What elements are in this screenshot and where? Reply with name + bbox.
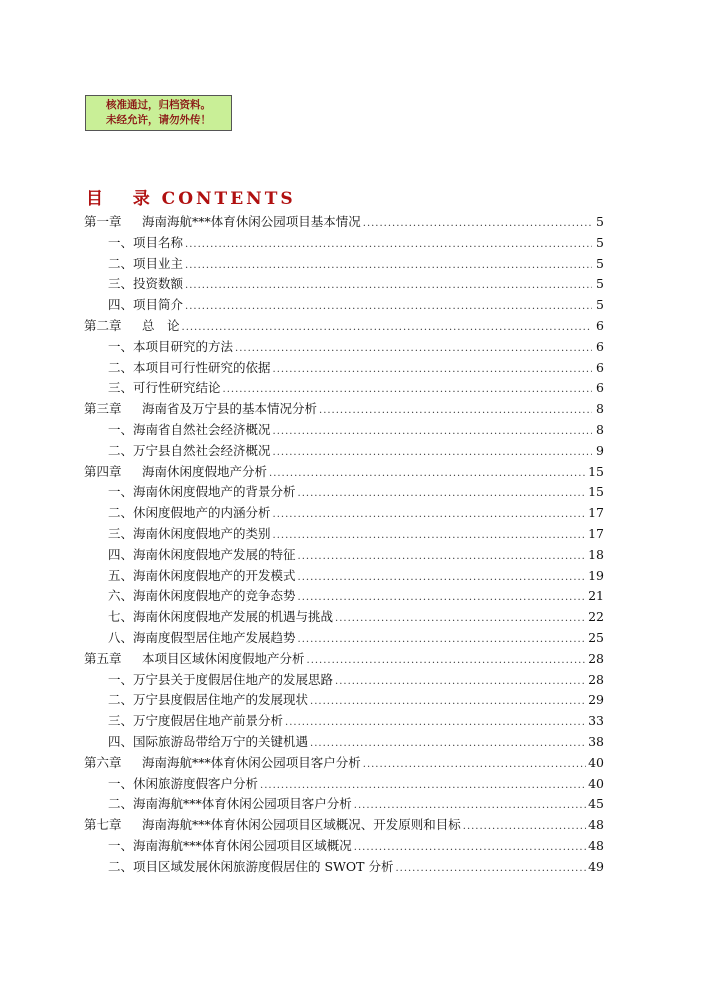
toc-entry-number: 二、 — [108, 505, 134, 521]
toc-dot-leader — [185, 301, 592, 312]
toc-page-number: 9 — [596, 442, 604, 458]
toc-page-number: 15 — [588, 484, 604, 500]
toc-dot-leader — [298, 592, 587, 603]
toc-entry-label — [84, 670, 333, 688]
toc-entry-text: 海南海航***体育休闲公园项目区域概况 — [133, 837, 352, 853]
toc-entry-number: 二、 — [108, 858, 134, 874]
toc-dot-leader — [185, 260, 592, 271]
toc-page-number: 40 — [588, 754, 604, 770]
toc-entry-label — [84, 586, 296, 604]
toc-entry-text: 项目名称 — [133, 234, 184, 250]
toc-chapter-entry[interactable] — [84, 212, 604, 233]
toc-entry-label — [84, 690, 308, 708]
toc-page-number: 5 — [596, 276, 604, 292]
toc-section-entry[interactable] — [84, 670, 604, 691]
toc-entry-label — [84, 753, 361, 771]
toc-section-entry[interactable] — [84, 524, 604, 545]
toc-section-entry[interactable] — [84, 794, 604, 815]
toc-page-number: 19 — [588, 567, 604, 583]
toc-page-number: 17 — [588, 525, 604, 541]
toc-entry-text: 万宁县关于度假居住地产的发展思路 — [133, 671, 334, 687]
toc-entry-text: 海南休闲度假地产的类别 — [133, 525, 271, 541]
toc-page-number: 6 — [596, 380, 604, 396]
toc-section-entry[interactable] — [84, 233, 604, 254]
table-of-contents — [84, 212, 604, 878]
toc-entry-text: 项目简介 — [133, 297, 184, 313]
toc-entry-number: 第二章 — [84, 317, 122, 333]
toc-entry-number: 二、 — [108, 255, 134, 271]
toc-section-entry[interactable] — [84, 358, 604, 379]
toc-entry-label — [84, 233, 183, 251]
toc-entry-number: 第七章 — [84, 817, 122, 833]
toc-dot-leader — [298, 572, 587, 583]
toc-entry-label — [84, 441, 271, 459]
toc-entry-text: 万宁县度假居住地产的发展现状 — [133, 692, 309, 708]
toc-dot-leader — [310, 738, 586, 749]
toc-section-entry[interactable] — [84, 732, 604, 753]
toc-entry-label — [84, 274, 183, 292]
toc-dot-leader — [395, 863, 586, 874]
toc-page-number: 29 — [588, 692, 604, 708]
toc-page-number: 45 — [588, 796, 604, 812]
toc-entry-text: 海南海航***体育休闲公园项目客户分析 — [133, 796, 352, 812]
toc-page-number: 5 — [596, 234, 604, 250]
toc-entry-text: 海南休闲度假地产的开发模式 — [133, 567, 296, 583]
toc-page-number: 48 — [588, 837, 604, 853]
toc-dot-leader — [285, 717, 586, 728]
toc-entry-label — [84, 545, 296, 563]
toc-page-number: 33 — [588, 713, 604, 729]
toc-entry-label — [84, 774, 258, 792]
toc-entry-text: 海南海航***体育休闲公园项目基本情况 — [142, 214, 361, 229]
toc-page-number: 15 — [588, 463, 604, 479]
toc-section-entry[interactable] — [84, 607, 604, 628]
toc-dot-leader — [273, 447, 592, 458]
toc-dot-leader — [182, 322, 592, 333]
toc-entry-label — [84, 337, 233, 355]
toc-section-entry[interactable] — [84, 857, 604, 878]
toc-chapter-entry[interactable] — [84, 815, 604, 836]
toc-entry-label — [84, 836, 352, 854]
toc-chapter-entry[interactable] — [84, 316, 604, 337]
toc-entry-number: 二、 — [108, 442, 134, 458]
toc-page-number: 5 — [596, 214, 604, 229]
toc-entry-label — [84, 399, 317, 417]
toc-entry-text: 万宁县自然社会经济概况 — [133, 442, 271, 458]
toc-entry-number: 一、 — [108, 234, 134, 250]
toc-entry-number: 三、 — [108, 713, 134, 729]
toc-page-number: 6 — [596, 359, 604, 375]
toc-page-number: 38 — [588, 733, 604, 749]
toc-entry-number: 一、 — [108, 775, 134, 791]
toc-dot-leader — [273, 426, 592, 437]
toc-entry-text: 海南休闲度假地产分析 — [142, 463, 268, 479]
toc-entry-label — [84, 815, 461, 833]
toc-entry-number: 四、 — [108, 297, 134, 313]
toc-dot-leader — [310, 696, 586, 707]
confidential-notice-box — [85, 95, 232, 131]
toc-section-entry[interactable] — [84, 482, 604, 503]
toc-section-entry[interactable] — [84, 774, 604, 795]
toc-entry-text: 海南省及万宁县的基本情况分析 — [142, 401, 318, 417]
toc-page-number: 6 — [596, 317, 604, 333]
toc-entry-text: 项目业主 — [133, 255, 184, 271]
toc-entry-number: 八、 — [108, 629, 134, 645]
toc-entry-label — [84, 628, 296, 646]
toc-entry-number: 三、 — [108, 276, 134, 292]
toc-chapter-entry[interactable] — [84, 753, 604, 774]
toc-section-entry[interactable] — [84, 254, 604, 275]
toc-page-number: 21 — [588, 588, 604, 604]
toc-entry-number: 五、 — [108, 567, 134, 583]
toc-entry-label — [84, 794, 352, 812]
toc-entry-number: 一、 — [108, 338, 134, 354]
toc-dot-leader — [307, 655, 587, 666]
toc-entry-text: 本项目可行性研究的依据 — [133, 359, 271, 375]
toc-entry-text: 海南休闲度假地产的背景分析 — [133, 484, 296, 500]
toc-entry-label — [84, 316, 180, 334]
toc-entry-text: 投资数额 — [133, 276, 184, 292]
toc-entry-number: 一、 — [108, 421, 134, 437]
toc-entry-number: 四、 — [108, 546, 134, 562]
toc-entry-number: 六、 — [108, 588, 134, 604]
toc-section-entry[interactable] — [84, 566, 604, 587]
toc-entry-label — [84, 254, 183, 272]
toc-section-entry[interactable] — [84, 711, 604, 732]
toc-entry-number: 第一章 — [84, 214, 122, 229]
toc-page-number: 6 — [596, 338, 604, 354]
toc-dot-leader — [223, 384, 592, 395]
toc-dot-leader — [269, 468, 586, 479]
toc-dot-leader — [363, 759, 586, 770]
toc-dot-leader — [319, 405, 592, 416]
toc-page-number: 22 — [588, 609, 604, 625]
toc-section-entry[interactable] — [84, 420, 604, 441]
toc-section-entry[interactable] — [84, 503, 604, 524]
toc-section-entry[interactable] — [84, 274, 604, 295]
toc-section-entry[interactable] — [84, 545, 604, 566]
toc-chapter-entry[interactable] — [84, 462, 604, 483]
toc-entry-text: 休闲旅游度假客户分析 — [133, 775, 259, 791]
toc-section-entry[interactable] — [84, 836, 604, 857]
toc-entry-label — [84, 462, 267, 480]
toc-chapter-entry[interactable] — [84, 649, 604, 670]
toc-entry-text: 项目区域发展休闲旅游度假居住的 SWOT 分析 — [133, 858, 394, 874]
toc-entry-text: 海南海航***体育休闲公园项目客户分析 — [142, 754, 361, 770]
toc-section-entry[interactable] — [84, 378, 604, 399]
toc-section-entry[interactable] — [84, 690, 604, 711]
toc-entry-text: 海南休闲度假地产的竞争态势 — [133, 588, 296, 604]
toc-entry-number: 四、 — [108, 733, 134, 749]
toc-dot-leader — [273, 509, 587, 520]
toc-entry-label — [84, 503, 271, 521]
notice-line-2: 未经允许，请勿外传！ — [106, 114, 211, 126]
toc-dot-leader — [185, 239, 592, 250]
toc-page-number: 8 — [596, 421, 604, 437]
toc-page-number: 28 — [588, 671, 604, 687]
toc-dot-leader — [335, 613, 586, 624]
toc-dot-leader — [298, 634, 587, 645]
toc-entry-number: 第六章 — [84, 754, 122, 770]
toc-entry-label — [84, 566, 296, 584]
toc-section-entry[interactable] — [84, 295, 604, 316]
toc-entry-text: 本项目区域休闲度假地产分析 — [142, 650, 305, 666]
toc-entry-label — [84, 212, 361, 230]
toc-entry-label — [84, 857, 393, 875]
toc-page-number: 18 — [588, 546, 604, 562]
toc-page-number: 28 — [588, 650, 604, 666]
toc-dot-leader — [185, 280, 592, 291]
toc-entry-label — [84, 732, 308, 750]
toc-entry-label — [84, 420, 271, 438]
toc-entry-text: 总 论 — [142, 317, 180, 333]
toc-entry-number: 一、 — [108, 484, 134, 500]
toc-entry-number: 二、 — [108, 692, 134, 708]
toc-section-entry[interactable] — [84, 441, 604, 462]
toc-entry-text: 可行性研究结论 — [133, 380, 221, 396]
toc-page-number: 5 — [596, 255, 604, 271]
toc-entry-label — [84, 378, 221, 396]
toc-entry-number: 三、 — [108, 380, 134, 396]
toc-entry-text: 海南海航***体育休闲公园项目区域概况、开发原则和目标 — [142, 817, 461, 833]
toc-entry-text: 休闲度假地产的内涵分析 — [133, 505, 271, 521]
toc-page-number: 17 — [588, 505, 604, 521]
toc-dot-leader — [298, 488, 587, 499]
toc-entry-number: 二、 — [108, 359, 134, 375]
toc-dot-leader — [363, 218, 592, 229]
toc-section-entry[interactable] — [84, 628, 604, 649]
toc-page-number: 8 — [596, 401, 604, 417]
toc-heading: 目 录 CONTENTS — [86, 189, 296, 209]
toc-chapter-entry[interactable] — [84, 399, 604, 420]
toc-entry-label — [84, 358, 271, 376]
toc-entry-number: 第五章 — [84, 650, 122, 666]
toc-entry-label — [84, 295, 183, 313]
toc-dot-leader — [354, 842, 586, 853]
toc-dot-leader — [273, 530, 587, 541]
toc-entry-text: 海南休闲度假地产发展的机遇与挑战 — [133, 609, 334, 625]
toc-dot-leader — [273, 364, 592, 375]
toc-entry-text: 海南省自然社会经济概况 — [133, 421, 271, 437]
toc-page-number: 40 — [588, 775, 604, 791]
toc-section-entry[interactable] — [84, 586, 604, 607]
toc-entry-number: 第四章 — [84, 463, 122, 479]
toc-dot-leader — [463, 821, 586, 832]
toc-entry-label — [84, 607, 333, 625]
toc-page-number: 5 — [596, 297, 604, 313]
toc-entry-label — [84, 711, 283, 729]
toc-page-number: 49 — [588, 858, 604, 874]
toc-dot-leader — [354, 800, 586, 811]
toc-section-entry[interactable] — [84, 337, 604, 358]
toc-entry-text: 国际旅游岛带给万宁的关键机遇 — [133, 733, 309, 749]
toc-page-number: 25 — [588, 629, 604, 645]
toc-page-number: 48 — [588, 817, 604, 833]
toc-entry-number: 七、 — [108, 609, 134, 625]
toc-dot-leader — [260, 780, 586, 791]
toc-entry-label — [84, 649, 305, 667]
toc-entry-number: 三、 — [108, 525, 134, 541]
toc-entry-number: 二、 — [108, 796, 134, 812]
toc-entry-label — [84, 524, 271, 542]
toc-dot-leader — [235, 343, 592, 354]
toc-entry-label — [84, 482, 296, 500]
toc-entry-text: 海南休闲度假地产发展的特征 — [133, 546, 296, 562]
toc-entry-number: 一、 — [108, 671, 134, 687]
toc-entry-text: 本项目研究的方法 — [133, 338, 234, 354]
toc-entry-text: 万宁度假居住地产前景分析 — [133, 713, 284, 729]
toc-entry-number: 一、 — [108, 837, 134, 853]
toc-entry-number: 第三章 — [84, 401, 122, 417]
toc-dot-leader — [335, 676, 586, 687]
toc-dot-leader — [298, 551, 587, 562]
toc-entry-text: 海南度假型居住地产发展趋势 — [133, 629, 296, 645]
notice-line-1: 核准通过，归档资料。 — [106, 99, 211, 111]
